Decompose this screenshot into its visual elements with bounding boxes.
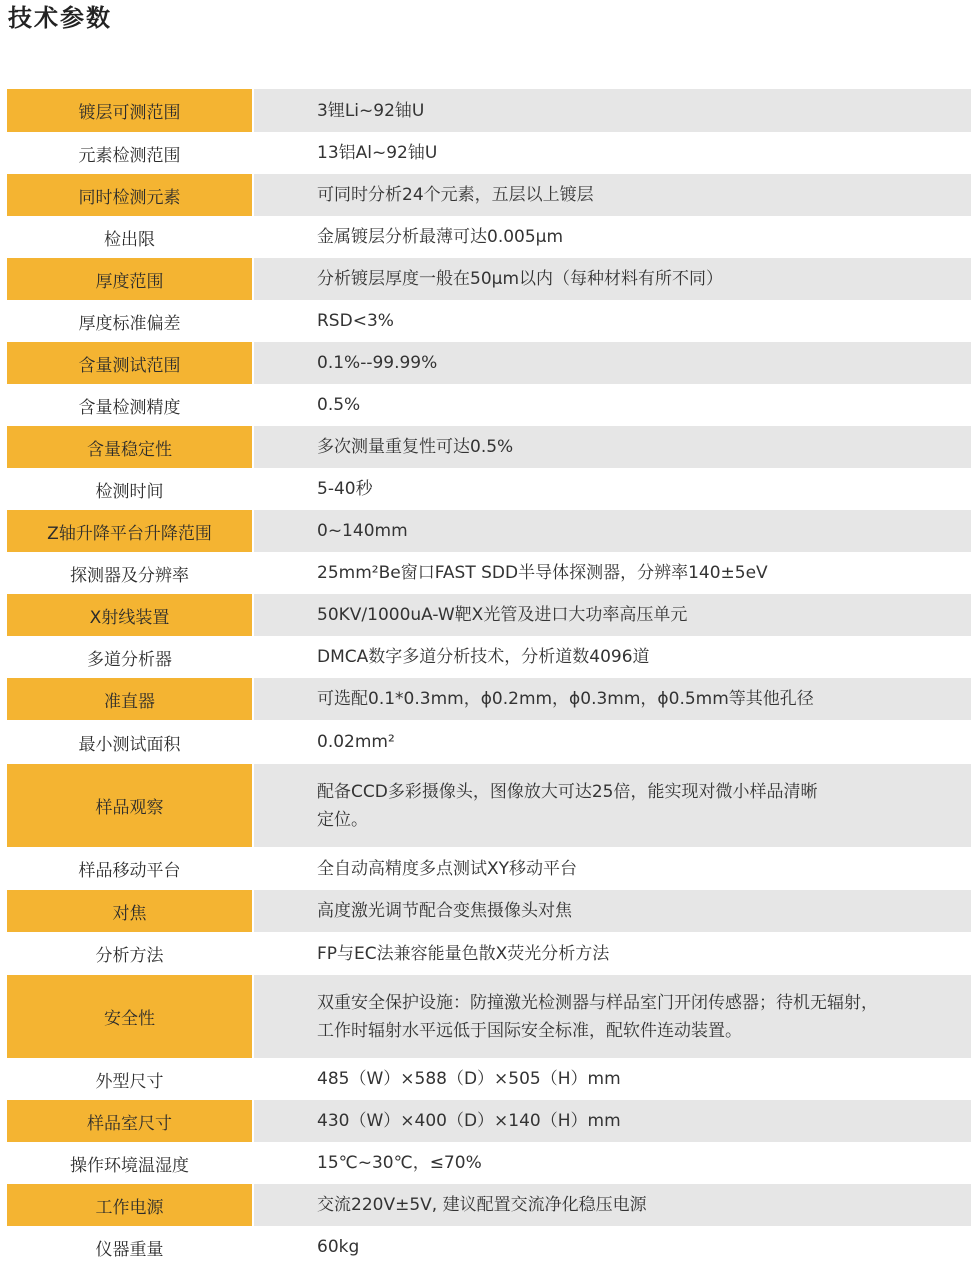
page-title: 技术参数	[8, 4, 112, 32]
table-row	[7, 426, 971, 468]
spec-value-text: 60kg	[317, 1237, 360, 1257]
spec-value	[254, 426, 971, 468]
spec-value-text: 485（W）×588（D）×505（H）mm	[317, 1069, 621, 1089]
spec-value	[254, 764, 971, 847]
spec-label: 样品观察	[7, 764, 252, 847]
spec-label: 检测时间	[7, 468, 252, 510]
spec-value	[254, 636, 971, 678]
spec-label: 分析方法	[7, 932, 252, 975]
spec-value	[254, 1142, 971, 1184]
spec-value	[254, 552, 971, 594]
spec-value	[254, 132, 971, 174]
spec-value	[254, 384, 971, 426]
table-row	[7, 847, 971, 890]
spec-label: 含量稳定性	[7, 426, 252, 468]
spec-value-text: 可选配0.1*0.3mm，ϕ0.2mm，ϕ0.3mm，ϕ0.5mm等其他孔径	[317, 689, 814, 709]
spec-value-text: 5-40秒	[317, 479, 373, 499]
spec-value	[254, 678, 971, 720]
spec-label: 含量检测精度	[7, 384, 252, 426]
spec-value	[254, 847, 971, 890]
spec-value	[254, 975, 971, 1058]
spec-table	[7, 89, 971, 1268]
spec-label: 样品移动平台	[7, 847, 252, 890]
spec-label: 对焦	[7, 890, 252, 932]
spec-value-text: 0.1%--99.99%	[317, 353, 438, 373]
spec-label: 厚度标准偏差	[7, 300, 252, 342]
table-row	[7, 89, 971, 132]
spec-value	[254, 468, 971, 510]
spec-value	[254, 342, 971, 384]
spec-value-text: DMCA数字多道分析技术，分析道数4096道	[317, 647, 650, 667]
spec-label: 最小测试面积	[7, 720, 252, 764]
table-row	[7, 1142, 971, 1184]
spec-value-text: 0.02mm²	[317, 732, 395, 752]
table-row	[7, 1226, 971, 1268]
spec-value	[254, 258, 971, 300]
spec-value	[254, 300, 971, 342]
spec-value-text: 50KV/1000uA-W靶X光管及进口大功率高压单元	[317, 605, 688, 625]
table-row	[7, 636, 971, 678]
spec-value-text: 高度激光调节配合变焦摄像头对焦	[317, 901, 572, 921]
spec-value	[254, 1058, 971, 1100]
spec-label: 准直器	[7, 678, 252, 720]
spec-label: 检出限	[7, 216, 252, 258]
table-row	[7, 216, 971, 258]
table-row	[7, 384, 971, 426]
table-row	[7, 258, 971, 300]
spec-label: 安全性	[7, 975, 252, 1058]
spec-label: 含量测试范围	[7, 342, 252, 384]
spec-label: Z轴升降平台升降范围	[7, 510, 252, 552]
spec-value	[254, 216, 971, 258]
spec-value-text: 工作时辐射水平远低于国际安全标准，配软件连动装置。	[317, 1020, 742, 1041]
spec-label: 多道分析器	[7, 636, 252, 678]
spec-label: 镀层可测范围	[7, 89, 252, 132]
spec-value-text: 分析镀层厚度一般在50μm以内（每种材料有所不同）	[317, 269, 724, 289]
spec-value-text: 全自动高精度多点测试XY移动平台	[317, 858, 578, 879]
table-row	[7, 932, 971, 975]
spec-value-text: 25mm²Be窗口FAST SDD半导体探测器，分辨率140±5eV	[317, 563, 768, 583]
spec-label: 样品室尺寸	[7, 1100, 252, 1142]
table-row	[7, 594, 971, 636]
spec-value	[254, 510, 971, 552]
spec-value-text: 0~140mm	[317, 521, 408, 541]
spec-value	[254, 1184, 971, 1226]
spec-value-text: 配备CCD多彩摄像头，图像放大可达25倍，能实现对微小样品清晰	[317, 781, 818, 802]
table-row	[7, 720, 971, 764]
table-row	[7, 132, 971, 174]
spec-label: 元素检测范围	[7, 132, 252, 174]
table-row	[7, 890, 971, 932]
table-row	[7, 1058, 971, 1100]
spec-value	[254, 890, 971, 932]
spec-label: 工作电源	[7, 1184, 252, 1226]
table-row	[7, 1100, 971, 1142]
table-row	[7, 342, 971, 384]
spec-value	[254, 174, 971, 216]
spec-value	[254, 932, 971, 975]
table-row	[7, 552, 971, 594]
spec-value	[254, 720, 971, 764]
spec-value-text: 0.5%	[317, 395, 361, 415]
spec-value-text: 可同时分析24个元素，五层以上镀层	[317, 185, 594, 205]
spec-value-text: RSD<3%	[317, 311, 394, 331]
spec-label: 仪器重量	[7, 1226, 252, 1268]
spec-label: 操作环境温湿度	[7, 1142, 252, 1184]
table-row	[7, 1184, 971, 1226]
table-row	[7, 300, 971, 342]
spec-value-text: 3锂Li~92铀U	[317, 100, 425, 121]
spec-value-text: 定位。	[317, 809, 368, 830]
spec-label: 同时检测元素	[7, 174, 252, 216]
table-row	[7, 764, 971, 847]
spec-label: 探测器及分辨率	[7, 552, 252, 594]
spec-value	[254, 1226, 971, 1268]
table-row	[7, 468, 971, 510]
table-row	[7, 174, 971, 216]
spec-value-text: 交流220V±5V, 建议配置交流净化稳压电源	[317, 1195, 647, 1215]
spec-label: 厚度范围	[7, 258, 252, 300]
spec-value-text: 15℃~30℃，≤70%	[317, 1153, 482, 1173]
spec-value-text: 双重安全保护设施：防撞激光检测器与样品室门开闭传感器；待机无辐射，	[317, 992, 878, 1013]
spec-label: 外型尺寸	[7, 1058, 252, 1100]
spec-value-text: 多次测量重复性可达0.5%	[317, 437, 514, 457]
table-row	[7, 975, 971, 1058]
spec-value	[254, 89, 971, 132]
table-row	[7, 510, 971, 552]
spec-value-text: 430（W）×400（D）×140（H）mm	[317, 1111, 621, 1131]
spec-value	[254, 1100, 971, 1142]
spec-value	[254, 594, 971, 636]
spec-value-text: FP与EC法兼容能量色散X荧光分析方法	[317, 943, 610, 964]
spec-label: X射线装置	[7, 594, 252, 636]
spec-value-text: 金属镀层分析最薄可达0.005μm	[317, 227, 564, 247]
spec-value-text: 13铝Al~92铀U	[317, 143, 438, 163]
table-row	[7, 678, 971, 720]
